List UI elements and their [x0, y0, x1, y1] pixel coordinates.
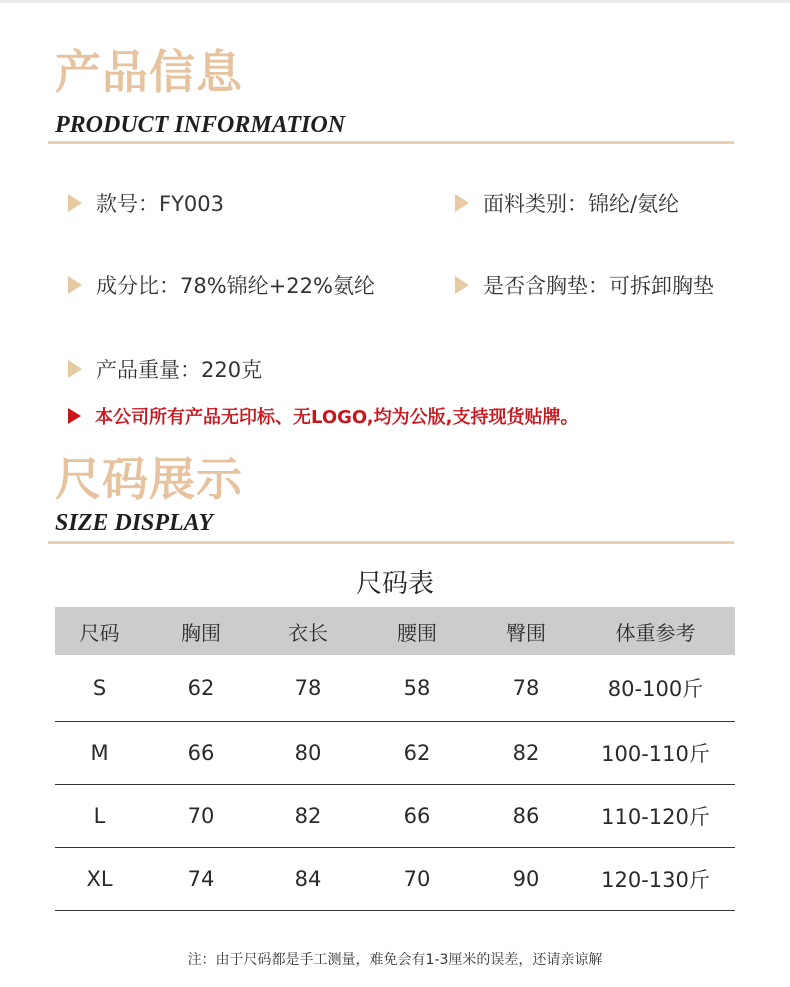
cell-waist: 66 [358, 785, 476, 848]
cell-weight-ref: 110-120斤 [576, 785, 735, 848]
cell-waist: 70 [358, 848, 476, 911]
table-row [55, 785, 735, 848]
triangle-bullet-icon [455, 194, 469, 212]
header-waist: 腰围 [358, 607, 476, 655]
header-hip: 臀围 [476, 607, 576, 655]
header-weight-ref: 体重参考 [576, 607, 735, 655]
header-size: 尺码 [55, 607, 144, 655]
cell-weight-ref: 100-110斤 [576, 722, 735, 785]
size-table-title: 尺码表 [355, 569, 434, 599]
cell-bust: 62 [144, 655, 258, 722]
cell-size: M [55, 722, 144, 785]
triangle-bullet-icon [68, 408, 81, 424]
notice-text: 本公司所有产品无印标、无LOGO,均为公版,支持现货贴牌。 [95, 407, 579, 428]
size-display-title-en: SIZE DISPLAY [55, 510, 214, 536]
triangle-bullet-icon [68, 276, 82, 294]
product-info-title-en: PRODUCT INFORMATION [55, 112, 346, 138]
cell-weight-ref: 120-130斤 [576, 848, 735, 911]
cell-hip: 86 [476, 785, 576, 848]
triangle-bullet-icon [68, 360, 82, 378]
table-row [55, 722, 735, 785]
cell-size: S [55, 655, 144, 722]
spec-style-no [68, 188, 224, 218]
cell-bust: 74 [144, 848, 258, 911]
top-border [0, 0, 790, 3]
spec-composition [68, 270, 375, 300]
size-display-title-cn: 尺码展示 [55, 452, 243, 506]
cell-waist: 58 [358, 655, 476, 722]
product-info-divider [48, 141, 734, 144]
measurement-footnote: 注：由于尺码都是手工测量，难免会有1-3厘米的误差，还请亲谅解 [187, 952, 603, 968]
cell-size: L [55, 785, 144, 848]
cell-size: XL [55, 848, 144, 911]
cell-length: 80 [258, 722, 358, 785]
table-row [55, 655, 735, 722]
size-display-divider [48, 541, 734, 544]
cell-bust: 70 [144, 785, 258, 848]
cell-hip: 90 [476, 848, 576, 911]
cell-bust: 66 [144, 722, 258, 785]
spec-weight [68, 354, 262, 384]
header-bust: 胸围 [144, 607, 258, 655]
triangle-bullet-icon [68, 194, 82, 212]
cell-length: 82 [258, 785, 358, 848]
cell-weight-ref: 80-100斤 [576, 655, 735, 722]
spec-chest-pad [455, 270, 714, 300]
size-table-header-row [55, 607, 735, 655]
cell-hip: 78 [476, 655, 576, 722]
spec-fabric [455, 188, 679, 218]
size-table [55, 607, 735, 911]
spec-style-no-text: 款号：FY003 [96, 192, 224, 216]
spec-composition-text: 成分比：78%锦纶+22%氨纶 [96, 274, 375, 298]
table-row [55, 848, 735, 911]
cell-length: 84 [258, 848, 358, 911]
spec-weight-text: 产品重量：220克 [96, 358, 263, 382]
spec-fabric-text: 面料类别：锦纶/氨纶 [483, 192, 680, 216]
product-info-title-cn: 产品信息 [55, 45, 243, 99]
triangle-bullet-icon [455, 276, 469, 294]
cell-length: 78 [258, 655, 358, 722]
cell-hip: 82 [476, 722, 576, 785]
cell-waist: 62 [358, 722, 476, 785]
notice-line [68, 403, 578, 429]
header-length: 衣长 [258, 607, 358, 655]
spec-chest-pad-text: 是否含胸垫：可拆卸胸垫 [483, 274, 714, 298]
